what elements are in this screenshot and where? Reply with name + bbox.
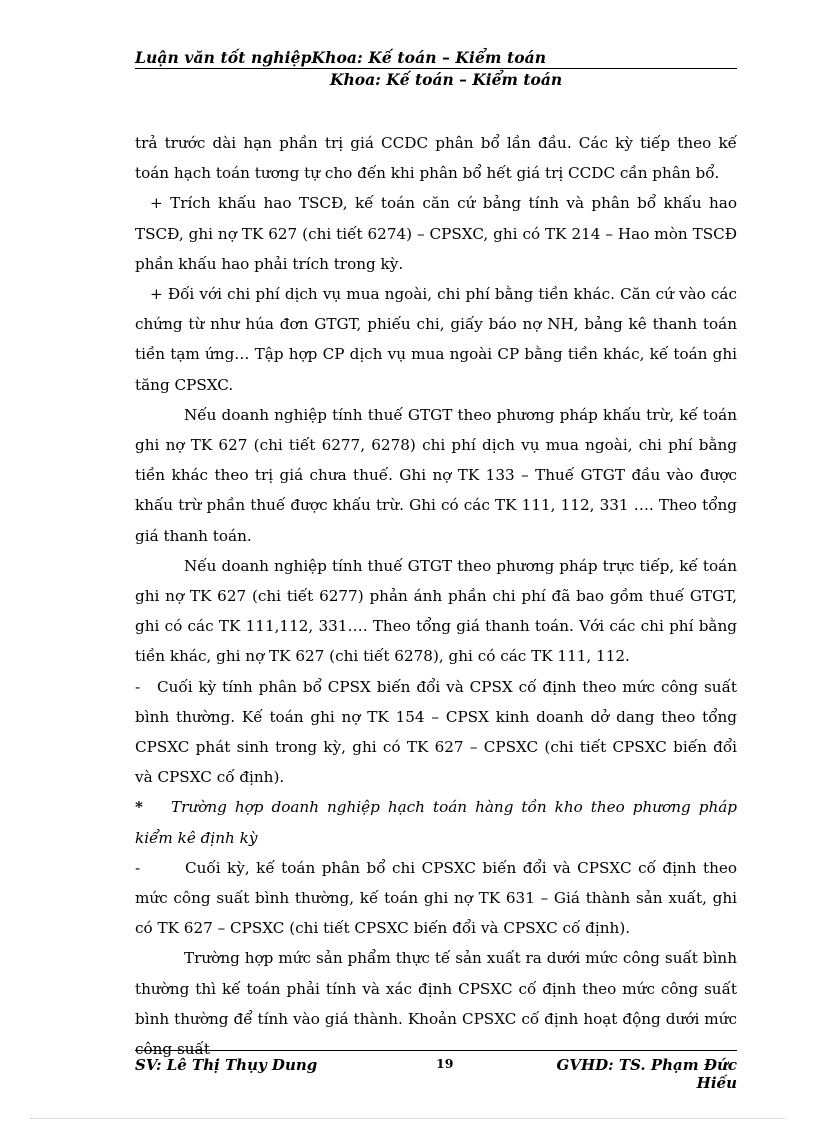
paragraph-text: Cuối kỳ, kế toán phân bổ chi CPSXC biến đổi và CPSXC cố định theo mức công suất bình thường, kế toán ghi nợ TK 631 – Giá thành sản xuất, ghi có TK 627 – CPSXC (chi tiết CPSXC biến đổi và CPSXC cố định). xyxy=(135,858,737,938)
header-divider xyxy=(135,68,737,69)
heading-text: Trường hợp doanh nghiệp hạch toán hàng tồn kho theo phương pháp kiểm kê định kỳ xyxy=(135,798,737,847)
header-title: Luận văn tốt nghiệpKhoa: Kế toán – Kiểm toán xyxy=(135,48,547,67)
paragraph-period-end-allocation xyxy=(135,672,737,793)
footer-advisor: GVHD: TS. Phạm Đức Hiếu xyxy=(556,1056,737,1092)
footer-student: SV: Lê Thị Thụy Dung xyxy=(135,1056,318,1074)
paragraph-below-capacity: Trường hợp mức sản phẩm thực tế sản xuất ra dưới mức công suất bình thường thì kế toán phải tính và xác định CPSXC cố định theo mức công suất bình thường để tính vào giá thành. Khoản CPSXC cố định hoạt động dưới mức công suất xyxy=(135,949,737,1059)
paragraph-periodic-allocation xyxy=(135,853,737,944)
paragraph-1: trả trước dài hạn phần trị giá CCDC phân bổ lần đầu. Các kỳ tiếp theo kế toán hạch toán tương tự cho đến khi phân bổ hết giá trị CCDC cần phân bổ. xyxy=(135,134,737,183)
paragraph-depreciation: + Trích khấu hao TSCĐ, kế toán căn cứ bảng tính và phân bổ khấu hao TSCĐ, ghi nợ TK 627 (chi tiết 6274) – CPSXC, ghi có TK 214 – Hao mòn TSCĐ phần khấu hao phải trích trong kỳ. xyxy=(135,194,737,273)
page-number: 19 xyxy=(436,1056,454,1071)
footer-divider xyxy=(135,1050,737,1051)
paragraph-direct-method: Nếu doanh nghiệp tính thuế GTGT theo phương pháp trực tiếp, kế toán ghi nợ TK 627 (chi tiết 6277) phản ánh phần chi phí đã bao gồm thuế GTGT, ghi có các TK 111,112, 331…. Theo tổng giá thanh toán. Với các chi phí bằng tiền khác, ghi nợ TK 627 (chi tiết 6278), ghi có các TK 111, 112. xyxy=(135,556,737,666)
page-edge-dotted-line xyxy=(30,1118,786,1119)
header-faculty: Khoa: Kế toán – Kiểm toán xyxy=(330,70,563,89)
paragraph-deduction-method: Nếu doanh nghiệp tính thuế GTGT theo phương pháp khấu trừ, kế toán ghi nợ TK 627 (chi tiết 6277, 6278) chi phí dịch vụ mua ngoài, chi phí bằng tiền khác theo trị giá chưa thuế. Ghi nợ TK 133 – Thuế GTGT đầu vào được khấu trừ phần thuế được khấu trừ. Ghi có các TK 111, 112, 331 …. Theo tổng giá thanh toán. xyxy=(135,405,737,545)
document-body xyxy=(135,128,737,1064)
dash-marker: - xyxy=(135,677,141,696)
paragraph-outsourced-services: + Đối với chi phí dịch vụ mua ngoài, chi phí bằng tiền khác. Căn cứ vào các chứng từ như húa đơn GTGT, phiếu chi, giấy báo nợ NH, bảng kê thanh toán tiền tạm ứng… Tập hợp CP dịch vụ mua ngoài CP bằng tiền khác, kế toán ghi tăng CPSXC. xyxy=(135,285,737,394)
dash-marker: - xyxy=(135,858,141,877)
paragraph-text: Cuối kỳ tính phân bổ CPSX biến đổi và CPSX cố định theo mức công suất bình thường. Kế toán ghi nợ TK 154 – CPSX kinh doanh dở dang theo tổng CPSXC phát sinh trong kỳ, ghi có TK 627 – CPSXC (chi tiết CPSXC biến đổi và CPSXC cố định). xyxy=(135,677,737,787)
asterisk-marker: * xyxy=(135,798,143,817)
section-heading-periodic-inventory xyxy=(135,792,737,852)
